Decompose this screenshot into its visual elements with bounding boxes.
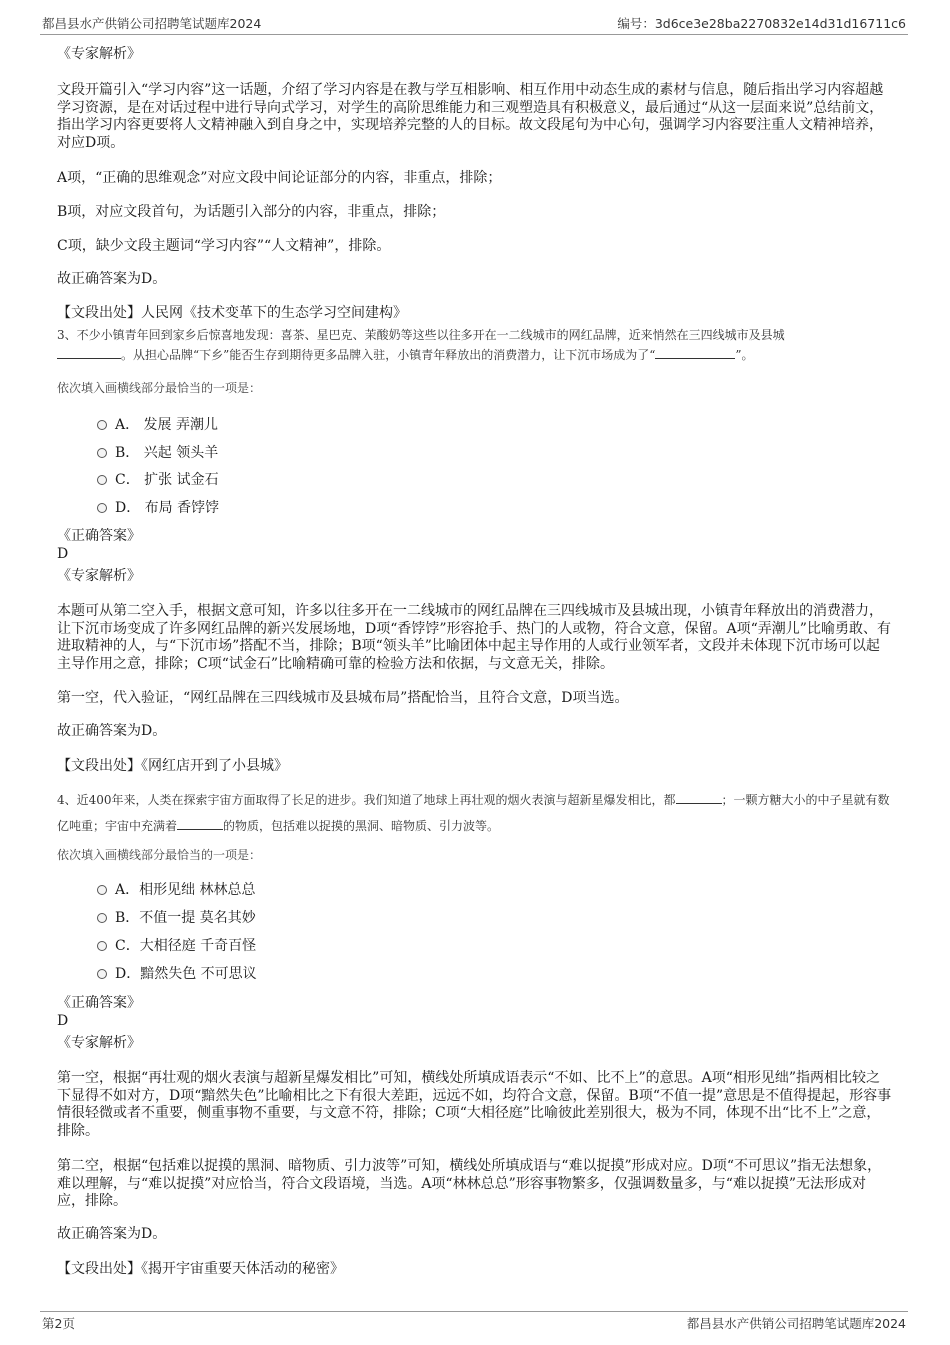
q4-stem-part3: 的物质，包括难以捉摸的黑洞、暗物质、引力波等。: [223, 819, 500, 833]
q3-option-d[interactable]: [97, 499, 219, 517]
q4-option-b-label: B．不值一提 莫名其妙: [115, 910, 256, 926]
q3-option-b-label: B． 兴起 领头羊: [115, 445, 219, 461]
q4-instruction: 依次填入画横线部分最恰当的一项是：: [57, 848, 262, 862]
radio-icon[interactable]: [97, 885, 107, 895]
q4-answer-label: 《正确答案》: [57, 995, 141, 1011]
q4-source: 【文段出处】《揭开宇宙重要天体活动的秘密》: [57, 1261, 344, 1277]
q2-option-b-analysis: B项，对应文段首句，为话题引入部分的内容，非重点，排除；: [57, 204, 446, 220]
radio-icon[interactable]: [97, 475, 107, 485]
radio-icon[interactable]: [97, 969, 107, 979]
q3-source: 【文段出处】《网红店开到了小县城》: [57, 758, 288, 774]
q4-stem: [57, 787, 893, 839]
q4-analysis-paragraph-1: 第一空，根据“再壮观的烟火表演与超新星爆发相比”可知，横线处所填成语表示“不如、比不上”的意思。A项“相形见绌”指两相比较之下显得不如对方，D项“黯然失色”比喻相比之下有很大差距，远远不如，均符合文意，保留。B项“不值一提”意思是不值得提起，形容事情很轻微或者不重要，侧重事物不重要，与文意不符，排除；C项“大相径庭”比喻彼此差别很大，极为不同，体现不出“比不上”之意，排除。: [57, 1070, 892, 1139]
q3-option-a[interactable]: [97, 416, 218, 434]
q3-stem-part2: 。从担心品牌“下乡”能否生存到期待更多品牌入驻，小镇青年释放出的消费潜力，让下沉市场成为了“: [121, 348, 656, 362]
q4-blank-2: [177, 817, 223, 830]
q4-option-c-label: C．大相径庭 千奇百怪: [115, 938, 257, 954]
q3-option-a-label: A． 发展 弄潮儿: [115, 417, 219, 433]
q4-option-a-label: A．相形见绌 林林总总: [115, 882, 256, 898]
q3-option-c[interactable]: [97, 471, 219, 489]
q2-analysis-paragraph: 文段开篇引入“学习内容”这一话题，介绍了学习内容是在教与学互相影响、相互作用中动态生成的素材与信息，随后指出学习内容超越学习资源，是在对话过程中进行导向式学习，对学生的高阶思维能力和三观塑造具有积极意义，最后通过“从这一层面来说”总结前文，指出学习内容更要将人文精神融入到自身之中，实现培养完整的人的目标。故文段尾句为中心句，强调学习内容要注重人文精神培养，对应D项。: [57, 82, 884, 151]
q4-analysis-paragraph-2: 第二空，根据“包括难以捉摸的黑洞、暗物质、引力波等”可知，横线处所填成语与“难以捉摸”形成对应。D项“不可思议”指无法想象，难以理解，与“难以捉摸”对应恰当，符合文段语境，当选。A项“林林总总”形容事物繁多，仅强调数量多，与“难以捉摸”无法形成对应，排除。: [57, 1158, 882, 1209]
page-number: 第2页: [42, 1316, 75, 1331]
header-rule: [40, 34, 908, 35]
radio-icon[interactable]: [97, 503, 107, 513]
q4-stem-part2: ；一颗方糖大小的中子星就有数亿吨重；宇宙中充满着: [57, 793, 890, 833]
q2-analysis-label: 《专家解析》: [57, 46, 141, 62]
q3-analysis-label: 《专家解析》: [57, 568, 141, 584]
q4-blank-1: [676, 791, 722, 804]
q4-analysis-label: 《专家解析》: [57, 1035, 141, 1051]
q3-option-c-label: C． 扩张 试金石: [115, 472, 219, 488]
radio-icon[interactable]: [97, 941, 107, 951]
q4-option-b[interactable]: [97, 909, 256, 927]
q4-option-d[interactable]: [97, 965, 257, 983]
footer-title: 都昌县水产供销公司招聘笔试题库2024: [686, 1316, 906, 1331]
header-doc-id: 编号：3d6ce3e28ba2270832e14d31d16711c6: [617, 16, 906, 31]
header-title: 都昌县水产供销公司招聘笔试题库2024: [42, 16, 262, 31]
q3-blank-2: [655, 346, 735, 359]
q3-stem: [57, 325, 893, 365]
q3-analysis-paragraph-2: 第一空，代入验证，“网红品牌在三四线城市及县城布局”搭配恰当，且符合文意，D项当选。: [57, 690, 629, 706]
q2-conclusion: 故正确答案为D。: [57, 271, 167, 287]
q3-option-d-label: D． 布局 香饽饽: [115, 500, 220, 516]
q3-instruction: 依次填入画横线部分最恰当的一项是：: [57, 381, 262, 395]
q3-analysis-paragraph-1: 本题可从第二空入手，根据文意可知，许多以往多开在一二线城市的网红品牌在三四线城市及县城出现，小镇青年释放出的消费潜力，让下沉市场变成了许多网红品牌的新兴发展场地，D项“香饽饽”形容抢手、热门的人或物，符合文意，保留。A项“弄潮儿”比喻勇敢、有进取精神的人，与“下沉市场”搭配不当，排除；B项“领头羊”比喻团体中起主导作用的人或行业领军者，文段并未体现下沉市场可以起主导作用之意，排除；C项“试金石”比喻精确可靠的检验方法和依据，与文意无关，排除。: [57, 603, 891, 672]
radio-icon[interactable]: [97, 448, 107, 458]
radio-icon[interactable]: [97, 420, 107, 430]
q3-stem-part3: ”。: [735, 348, 754, 362]
radio-icon[interactable]: [97, 913, 107, 923]
q3-answer: D: [57, 546, 69, 562]
q4-conclusion: 故正确答案为D。: [57, 1226, 167, 1242]
q3-conclusion: 故正确答案为D。: [57, 723, 167, 739]
q4-option-d-label: D．黯然失色 不可思议: [115, 966, 257, 982]
q4-stem-part1: 4、近400年来，人类在探索宇宙方面取得了长足的进步。我们知道了地球上再壮观的烟火表演与超新星爆发相比，都: [57, 793, 676, 807]
q2-option-a-analysis: A项，“正确的思维观念”对应文段中间论证部分的内容，非重点，排除；: [57, 170, 502, 186]
footer-rule: [40, 1311, 908, 1312]
q2-option-c-analysis: C项，缺少文段主题词“学习内容”“人文精神”，排除。: [57, 238, 391, 254]
q3-stem-part1: 3、不少小镇青年回到家乡后惊喜地发现：喜茶、星巴克、茉酸奶等这些以往多开在一二线城市的网红品牌，近来悄然在三四线城市及县城: [57, 328, 785, 342]
q4-option-c[interactable]: [97, 937, 256, 955]
q2-source: 【文段出处】人民网《技术变革下的生态学习空间建构》: [57, 305, 407, 321]
q4-option-a[interactable]: [97, 881, 256, 899]
q3-option-b[interactable]: [97, 444, 218, 462]
q3-blank-1: [57, 346, 121, 359]
q4-answer: D: [57, 1013, 69, 1029]
q3-answer-label: 《正确答案》: [57, 528, 141, 544]
